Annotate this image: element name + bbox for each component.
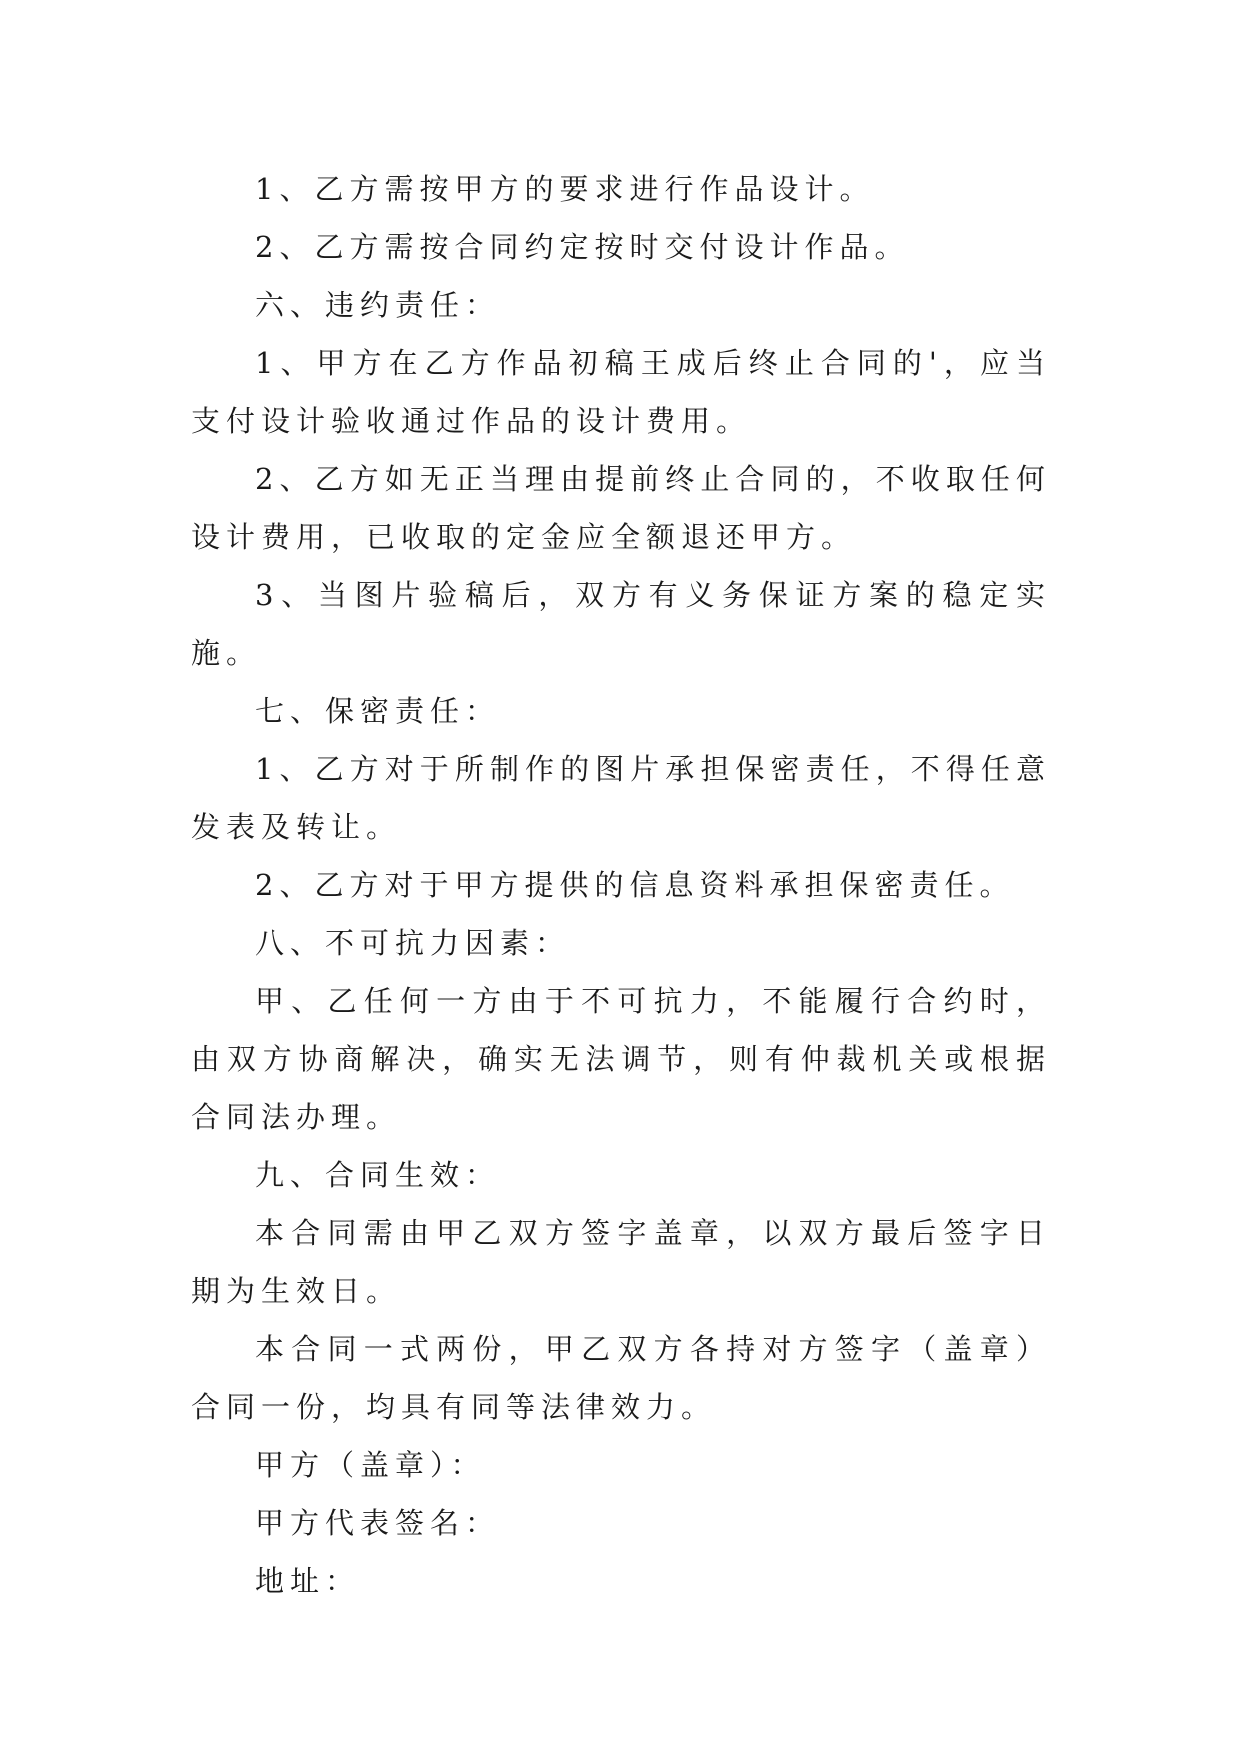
confidentiality-clause-2: 2、乙方对于甲方提供的信息资料承担保密责任。	[255, 868, 1015, 902]
breach-clause-1: 1、甲方在乙方作品初稿王成后终止合同的'，应当支付设计验收通过作品的设计费用。	[191, 346, 1051, 438]
clause-b-1: 1、乙方需按甲方的要求进行作品设计。	[255, 172, 875, 206]
clause-b-2: 2、乙方需按合同约定按时交付设计作品。	[255, 230, 910, 264]
section-heading-effectiveness: 九、合同生效：	[255, 1158, 501, 1192]
effectiveness-clause-2: 本合同一式两份，甲乙双方各持对方签字（盖章）合同一份，均具有同等法律效力。	[191, 1332, 1051, 1424]
section-heading-confidentiality: 七、保密责任：	[255, 694, 501, 728]
section-heading-force-majeure: 八、不可抗力因素：	[255, 926, 571, 960]
document-page	[191, 160, 1051, 1610]
party-a-rep-signature-label: 甲方代表签名：	[255, 1506, 501, 1540]
section-heading-breach: 六、违约责任：	[255, 288, 501, 322]
force-majeure-clause: 甲、乙任何一方由于不可抗力，不能履行合约时，由双方协商解决，确实无法调节，则有仲裁机关或根据合同法办理。	[191, 984, 1051, 1134]
address-label: 地址：	[255, 1564, 361, 1598]
party-a-seal-label: 甲方（盖章）：	[255, 1448, 486, 1482]
breach-clause-2: 2、乙方如无正当理由提前终止合同的，不收取任何设计费用，已收取的定金应全额退还甲方。	[191, 462, 1051, 554]
breach-clause-3: 3、当图片验稿后，双方有义务保证方案的稳定实施。	[191, 578, 1051, 670]
confidentiality-clause-1: 1、乙方对于所制作的图片承担保密责任，不得任意发表及转让。	[191, 752, 1051, 844]
effectiveness-clause-1: 本合同需由甲乙双方签字盖章，以双方最后签字日期为生效日。	[191, 1216, 1051, 1308]
